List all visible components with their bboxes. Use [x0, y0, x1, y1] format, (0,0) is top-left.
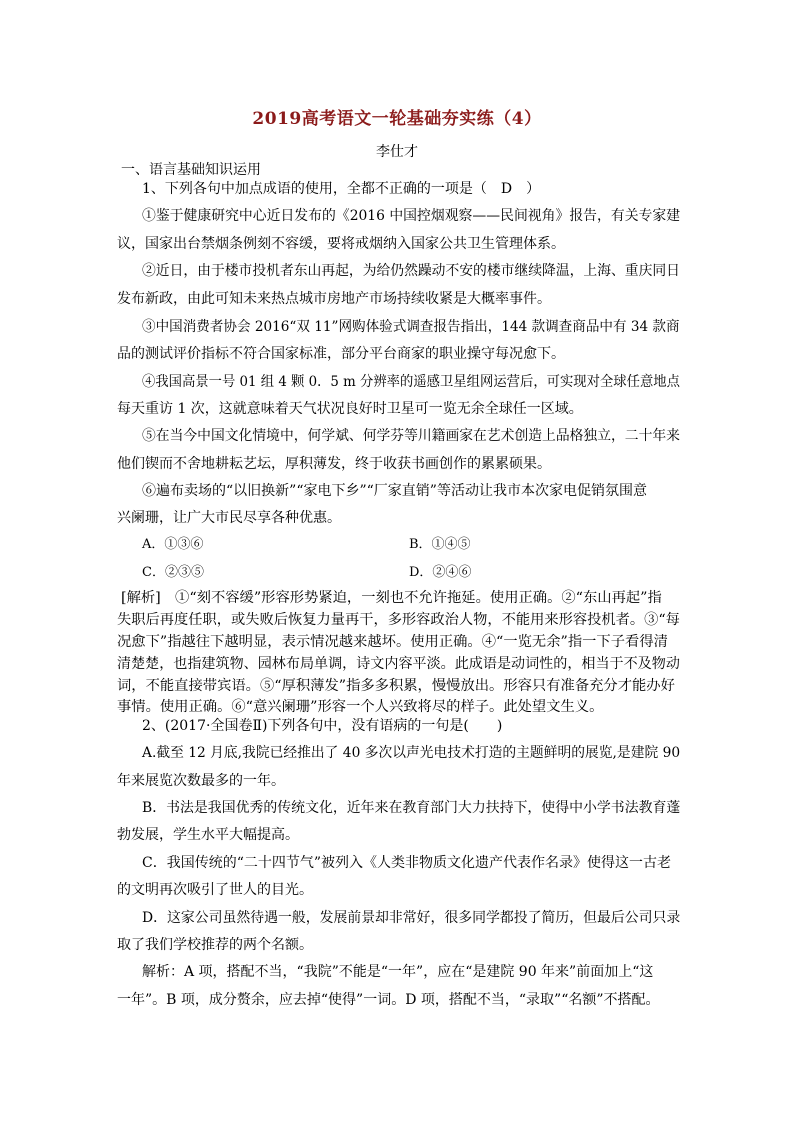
q1-analysis-line-1: [解析] ①“刻不容缓”形容形势紧迫，一刻也不允许拖延。使用正确。②“东山再起”指: [121, 590, 662, 606]
q1-sentence-5-line-2: 他们锲而不舍地耕耘艺坛，厚积薄发，终于收获书画创作的累累硕果。: [117, 456, 551, 472]
q1-analysis-line-6: 事情。使用正确。⑥“意兴阑珊”形容一个人兴致将尽的样子。此处望文生义。: [117, 699, 604, 715]
author-name: 李仕才: [376, 144, 418, 160]
q2-option-b-line-1: B．书法是我国优秀的传统文化，近年来在教育部门大力扶持下，使得中小学书法教育蓬: [142, 800, 681, 816]
q1-sentence-2-line-2: 发布新政，由此可知未来热点城市房地产市场持续收紧是大概率事件。: [117, 291, 551, 307]
q1-option-c: C．②③⑤: [142, 565, 204, 580]
question-2-stem: 2、(2017·全国卷Ⅱ)下列各句中，没有语病的一句是( ): [142, 718, 503, 734]
q1-analysis-line-5: 词，不能直接带宾语。⑤“厚积薄发”指多多积累，慢慢放出。形容只有准备充分才能办好: [117, 678, 675, 694]
section-heading: 一、语言基础知识运用: [121, 162, 261, 178]
q1-sentence-3-line-2: 品的测试评价指标不符合国家标准，部分平台商家的职业操守每况愈下。: [117, 346, 565, 362]
q1-sentence-1-line-1: ①鉴于健康研究中心近日发布的《2016 中国控烟观察——民间视角》报告，有关专家建: [142, 208, 681, 224]
q1-option-d: D．②④⑥: [409, 565, 472, 580]
q1-sentence-4-line-1: ④我国高景一号 01 组 4 颗 0．5 m 分辨率的遥感卫星组网运营后，可实现对全球任意地点: [142, 374, 680, 390]
q1-analysis-line-2: 失职后再度任职，或失败后恢复力量再干，多形容政治人物，不能用来形容投机者。③“每: [117, 612, 680, 628]
q2-analysis-line-2: 一年”。B 项，成分赘余，应去掉“使得”一词。D 项，搭配不当，“录取”“名额”不搭配。: [117, 992, 660, 1008]
q1-analysis-line-3: 况愈下”指越往下越明显，表示情况越来越坏。使用正确。④“一览无余”指一下子看得清: [117, 634, 668, 650]
q1-sentence-3-line-1: ③中国消费者协会 2016“双 11”网购体验式调查报告指出，144 款调查商品中有 34 款商: [142, 319, 680, 335]
q1-option-a: A．①③⑥: [142, 537, 204, 552]
q1-sentence-6-line-1: ⑥遍布卖场的“以旧换新”“家电下乡”“厂家直销”等活动让我市本次家电促销氛围意: [142, 483, 647, 499]
q2-option-c-line-2: 的文明再次吸引了世人的目光。: [117, 882, 313, 898]
q2-option-a-line-2: 年来展览次数最多的一年。: [117, 773, 285, 789]
q1-sentence-1-line-2: 议，国家出台禁烟条例刻不容缓，要将戒烟纳入国家公共卫生管理体系。: [117, 236, 565, 252]
q2-option-d-line-2: 取了我们学校推荐的两个名额。: [117, 937, 313, 953]
q1-sentence-5-line-1: ⑤在当今中国文化情境中，何学斌、何学芬等川籍画家在艺术创造上品格独立，二十年来: [142, 428, 680, 444]
q2-option-b-line-2: 勃发展，学生水平大幅提高。: [117, 827, 299, 843]
q2-analysis-line-1: 解析：A 项，搭配不当，“我院”不能是“一年”，应在“是建院 90 年来”前面加上“这: [142, 964, 654, 980]
q2-option-c-line-1: C．我国传统的“二十四节气”被列入《人类非物质文化遗产代表作名录》使得这一古老: [142, 855, 672, 871]
q1-sentence-6-line-2: 兴阑珊，让广大市民尽享各种优惠。: [117, 510, 341, 526]
q1-analysis-line-4: 清楚楚，也指建筑物、园林布局单调，诗文内容平淡。此成语是动词性的，相当于不及物动: [117, 656, 680, 672]
q2-option-a-line-1: A.截至 12 月底,我院已经推出了 40 多次以声光电技术打造的主题鲜明的展览,是建院 90: [142, 745, 681, 761]
q2-option-d-line-1: D．这家公司虽然待遇一般，发展前景却非常好，很多同学都投了简历，但最后公司只录: [142, 910, 681, 926]
q1-option-b: B．①④⑤: [409, 537, 471, 552]
q1-sentence-2-line-1: ②近日，由于楼市投机者东山再起，为给仍然躁动不安的楼市继续降温，上海、重庆同日: [142, 263, 680, 279]
document-title: 2019高考语文一轮基础夯实练（4）: [252, 109, 542, 129]
question-1-stem: 1、下列各句中加点成语的使用，全都不正确的一项是（ D ）: [142, 181, 541, 197]
q1-sentence-4-line-2: 每天重访 1 次，这就意味着天气状况良好时卫星可一览无余全球任一区域。: [117, 401, 583, 417]
